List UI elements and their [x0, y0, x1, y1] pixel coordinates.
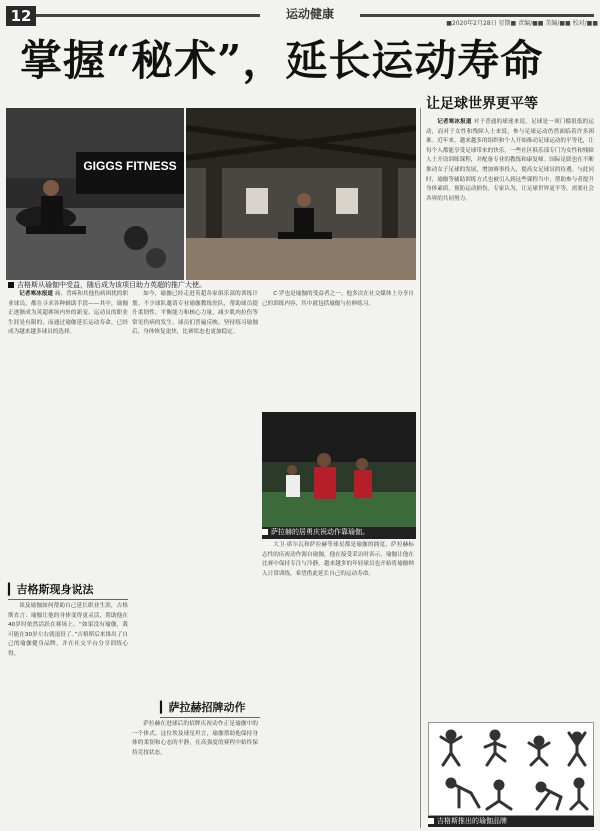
- caption-marker: [262, 529, 268, 535]
- col-a-text: 痛、背疼和其他伤病困扰的职业球员，都在寻求各种辅助手段——其中，瑜伽正逐渐成为英超赛场内外的新宠。运动员的职业生涯是有限的，而通过瑜伽延长运动寿命，已经成为越来越多球员的选择。: [8, 291, 128, 336]
- article-column-c: [262, 290, 414, 410]
- exercise-figures-panel: [428, 722, 594, 816]
- article-column-c2: [262, 541, 414, 824]
- stadium-photo-illustration: [262, 412, 416, 527]
- col-c-text: C·罗也是瑜伽的受益者之一。他多次在社交媒体上分享自己的训练内容，其中就包括瑜伽与拉伸练习。: [262, 291, 414, 307]
- article-column-b2: [132, 720, 258, 824]
- gym-sign-text: GIGGS FITNESS: [83, 159, 177, 173]
- article-column-d: [426, 118, 594, 718]
- photo-stadium-caption: [262, 527, 416, 539]
- article-column-a2: [8, 602, 128, 824]
- caption-marker: [8, 282, 14, 288]
- header-meta: ■2020年2月28日 星期■ 责编/■■ 美编/■■ 校对/■■: [446, 20, 598, 27]
- headline: 掌握“秘术”，延长运动寿命: [20, 36, 544, 85]
- column-divider: [420, 108, 421, 828]
- loft-yoga-photo: [186, 108, 416, 280]
- subhead-salah: ▎ 萨拉赫招牌动作: [160, 700, 260, 718]
- photo-gym-caption-text: 吉格斯从瑜伽中受益，随后成为该项目助力英超的推广大使。: [17, 281, 206, 289]
- right-article-title: 让足球世界更平等: [426, 96, 538, 112]
- article-column-b: [132, 290, 258, 692]
- photo-stadium-caption-text: 萨拉赫的居勇庆祝动作靠瑜伽。: [271, 528, 369, 536]
- col-c2-text: 大卫·席尔瓦和萨拉赫等球星都是瑜伽的拥趸。萨拉赫标志性的庆祝动作源自瑜伽，他在接受采访时表示，瑜伽让他在比赛中保持专注与冷静。越来越多的年轻球员也开始将瑜伽纳入日常训练，希望借此延长自己的运动寿命。: [262, 542, 414, 577]
- col-b-text: 如今，瑜伽已经走进英超各家俱乐部的训练计划。不少球队邀请专业瑜伽教练驻队，帮助球员提升柔韧性、平衡能力和核心力量，减少肌肉拉伤等常见伤病的发生。球员们普遍反映，坚持练习瑜伽后，身体恢复更快，比赛状态也更加稳定。: [132, 291, 258, 336]
- subhead-giggs: ▎ 吉格斯现身说法: [8, 582, 128, 600]
- gym-photo-illustration: [6, 108, 184, 280]
- article-column-a: [8, 290, 128, 580]
- stadium-photo: [262, 412, 416, 527]
- col-a-lead: 记者寒冰报道: [19, 291, 53, 297]
- caption-marker: [428, 818, 434, 824]
- col-d-text: 对于普通的球迷来说，足球是一项门槛很低的运动，而对于女性和残障人士来说，参与足球运动仍然面临着许多困难。近年来，越来越多的组织和个人开始推动足球运动的平等化，让每个人都能享受足球带来的快乐。一些社区俱乐部专门为女性和残障人士开设训练课程，并配备专业的教练和康复师。国际足联也在不断推动女子足球的发展，增加赛事投入，提高女足球员的待遇。与此同时，瑜伽等辅助训练方式也被引入到这些课程当中，帮助参与者提升身体素质，预防运动损伤。专家认为，让足球世界更平等，需要社会各界的共同努力。: [426, 119, 594, 202]
- col-a2-text: 谈及瑜伽如何帮助自己延长职业生涯，吉格斯直言：瑜伽让他的身体变得更灵活，帮助他在40岁时依然活跃在赛场上。“如果没有瑜伽，我可能在30岁左右就退役了。”吉格斯后来推出了自己的瑜伽健身品牌，并在社交平台分享训练心得。: [8, 603, 128, 657]
- giggs-gym-photo: [6, 108, 184, 280]
- col-b2-text: 萨拉赫在进球后的招牌庆祝动作正是瑜伽中的一个体式。这位埃及球星坦言，瑜伽帮助他保持身体的柔韧和心态的平静，在高强度的赛程中始终保持竞技状态。: [132, 721, 258, 756]
- page-number: 12: [6, 6, 36, 26]
- exercise-figures-illustration: [429, 723, 595, 817]
- loft-photo-illustration: [186, 108, 416, 280]
- exercise-caption: [428, 816, 594, 827]
- section-title: 运动健康: [260, 5, 360, 23]
- exercise-caption-text: 吉格斯推出的瑜伽品牌: [437, 817, 507, 825]
- col-d-lead: 记者寒冰报道: [437, 119, 472, 125]
